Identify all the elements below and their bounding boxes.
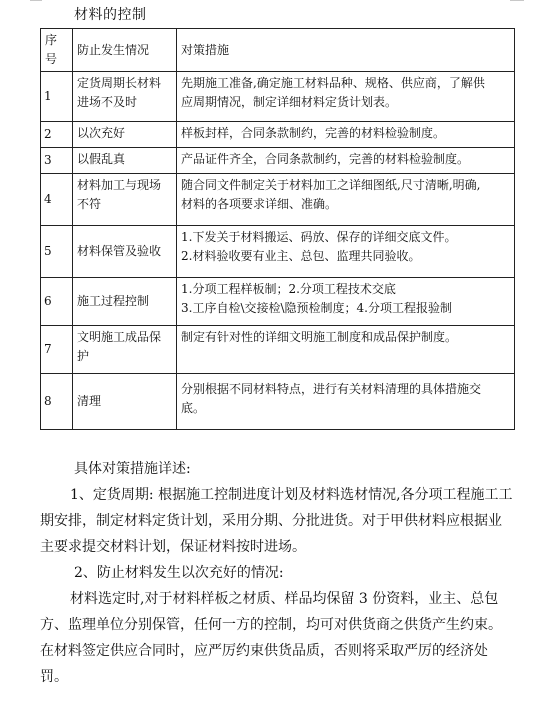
measure-line: 1.下发关于材料搬运、码放、保存的详细交底文件。 xyxy=(181,230,457,244)
material-control-table xyxy=(40,28,515,430)
header-issue: 防止发生情况 xyxy=(73,29,177,72)
row-issue: 材料加工与现场不符 xyxy=(73,174,177,226)
row-number: 6 xyxy=(41,278,73,326)
row-issue: 施工过程控制 xyxy=(73,278,177,326)
row-measures xyxy=(177,374,515,430)
row-number: 4 xyxy=(41,174,73,226)
row-number: 2 xyxy=(41,122,73,148)
measure-line: 2.材料验收要有业主、总包、监理共同验收。 xyxy=(181,249,421,263)
table-row xyxy=(41,122,515,148)
row-number: 5 xyxy=(41,226,73,278)
measure-line: 制定有针对性的详细文明施工制度和成品保护制度。 xyxy=(181,330,458,344)
table-row xyxy=(41,374,515,430)
measure-line: 材料的各项要求详细、准确。 xyxy=(181,197,338,211)
measure-line: 应周期情况，制定详细材料定货计划表。 xyxy=(181,95,398,109)
table-row xyxy=(41,174,515,226)
row-number: 1 xyxy=(41,72,73,122)
row-issue: 文明施工成品保护 xyxy=(73,326,177,374)
row-number: 8 xyxy=(41,374,73,430)
top-divider-left xyxy=(30,0,42,1)
top-divider-right xyxy=(510,0,524,1)
row-measures xyxy=(177,174,515,226)
row-number: 3 xyxy=(41,148,73,174)
details-paragraph-1: 1、定货周期: 根据施工控制进度计划及材料选材情况,各分项工程施工工期安排，制定材料定货计划，采用分期、分批进货。对于甲供材料应根据业主要求提交材料计划，保证材料按时进场。 xyxy=(40,487,513,555)
details-heading: 具体对策措施详述: xyxy=(74,461,191,477)
section-title: 材料的控制 xyxy=(74,7,147,23)
header-measures: 对策措施 xyxy=(177,29,515,72)
table-row xyxy=(41,226,515,278)
measure-line: 1.分项工程样板制；2.分项工程技术交底 xyxy=(181,282,396,296)
row-measures xyxy=(177,326,515,374)
measure-line: 分别根据不同材料特点，进行有关材料清理的具体措施交 xyxy=(181,382,482,396)
row-measures xyxy=(177,148,515,174)
measure-line: 随合同文件制定关于材料加工之详细图纸,尺寸清晰,明确, xyxy=(181,178,481,192)
table-row xyxy=(41,148,515,174)
row-issue: 材料保管及验收 xyxy=(73,226,177,278)
table-header-row xyxy=(41,29,515,72)
row-measures xyxy=(177,278,515,326)
table-row xyxy=(41,326,515,374)
details-section xyxy=(40,456,514,690)
row-measures xyxy=(177,226,515,278)
row-issue: 以假乱真 xyxy=(73,148,177,174)
measure-line: 样板封样，合同条款制约，完善的材料检验制度。 xyxy=(181,126,446,140)
row-issue: 定货周期长材料进场不及时 xyxy=(73,72,177,122)
row-issue: 清理 xyxy=(73,374,177,430)
details-paragraph-2: 材料选定时,对于材料样板之材质、样品均保留 3 份资料，业主、总包方、监理单位分别保管，任何一方的控制，均可对供货商之供货产生约束。在材料签定供应合同时，应严厉约束供货品质，否则将采取严厉的经济处罚。 xyxy=(40,591,502,685)
measure-line: 底。 xyxy=(181,401,206,415)
measure-line: 3.工序自检\交接检\隐预检制度；4.分项工程报验制 xyxy=(181,301,452,315)
row-issue: 以次充好 xyxy=(73,122,177,148)
table-row xyxy=(41,278,515,326)
details-paragraph-2-heading: 2、防止材料发生以次充好的情况: xyxy=(74,565,284,581)
header-number: 序号 xyxy=(41,29,73,72)
row-number: 7 xyxy=(41,326,73,374)
measure-line: 产品证件齐全，合同条款制约，完善的材料检验制度。 xyxy=(181,152,470,166)
row-measures xyxy=(177,72,515,122)
measure-line: 先期施工准备,确定施工材料品种、规格、供应商，了解供 xyxy=(181,76,485,90)
table-row xyxy=(41,72,515,122)
row-measures xyxy=(177,122,515,148)
